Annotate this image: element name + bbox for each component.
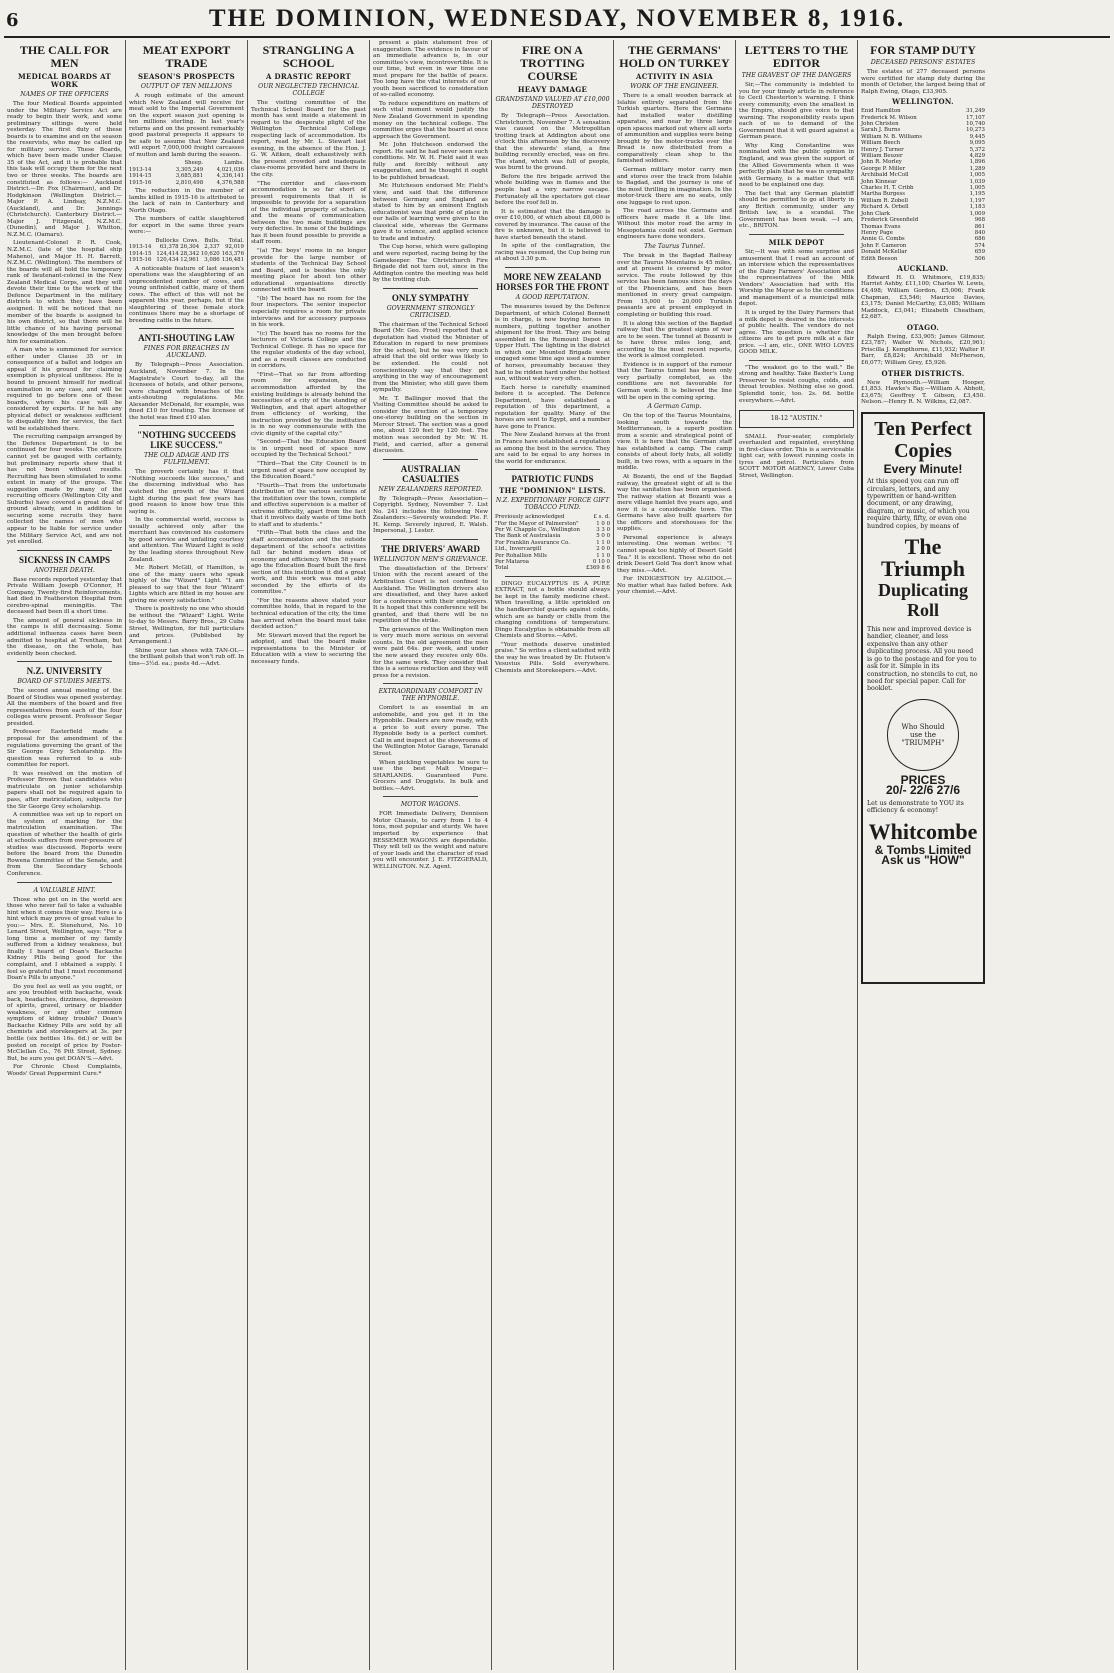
paragraph: The second annual meeting of the Board of Studies was opened yesterday. All the members of the board and five representatives from each of the four colleges were present. Professor Segar presided. (7, 688, 122, 727)
paragraph: FOR Immediate Delivery, Dennison Motor Chassis, to carry from 1 to 4 tons, most popular and sturdy. We have imported by experience that BESSEMER WAGONS are dependable. They will tell us the weight and nature of your loads and the character of road you will encounter. J. E. FITZGERALD, WELLINGTON. N.Z. Agent. (373, 811, 488, 870)
divider (139, 425, 234, 426)
table-cell: 0 10 0 (592, 559, 610, 565)
headline: LETTERS TO THE EDITOR (744, 43, 849, 70)
paragraph: It was resolved on the motion of Professor Brown that candidates who matriculate on junior scholarship papers shall not be required again to pass, after matriculation, subjects for the Sir George Grey scholarship. (7, 770, 122, 810)
headline: THE GERMANS' HOLD ON TURKEY (619, 43, 730, 70)
paragraph: "The weakest go to the wall." Be strong and healthy. Take Baxter's Lung Preserver to resist coughs, colds, and throat troubles. Nothing else so good. Splendid tonic, too. 2s. 6d. bottle everywhere.—Advt. (739, 364, 854, 404)
table-cell: 861 (974, 223, 985, 230)
table-cell: 28,342 (180, 250, 200, 257)
paragraph: The measures issued by the Defence Department, of which Colonel Bennett is in charge, is now buying horses in numbers, putting together another shipment for the front. They are being assembled in the Remount Depot at Upper Hutt. The lighting in the district in which our Mounted Brigade were engaged some time ago used a number of horses, presumably because they had to be ridden hard under the hottest sun, without water very often. (495, 304, 610, 383)
paragraph: "(c) The board has no rooms for the lecturers of Victoria College and the Technical College. It has no space for the regular students of the day school, and as a result classes are conducted in corridors. (251, 330, 366, 370)
table-cell: Cows. (182, 237, 200, 244)
table-cell: 10,620 (200, 250, 220, 257)
paragraph: Why King Constantine was nominated with the public opinion in England, and was given the support of the Allied Governments when it was perfectly plain that he was in sympathy with Germany, is a matter that will need to be explained one day. (739, 142, 854, 189)
table-cell: 574 (974, 242, 985, 249)
table-cell: 1,197 (969, 197, 985, 204)
paragraph: By Telegraph—Press Association—Copyright. Sydney, November 7. List No. 241 includes the following New Zealanders:—Severely wounded: Pte. F. H. Kemp. Severely injured, E. Walsh. Impersonal, J. Lester. (373, 495, 488, 535)
deck: A GOOD REPUTATION. (515, 294, 590, 302)
table-cell: 2,337 (204, 244, 220, 251)
table-row (495, 565, 610, 571)
table-cell: 968 (974, 217, 985, 224)
paragraph: Lieutenant-Colonel P. R. Cook, N.Z.M.C. (late of the hospital ship Maheno), and Major H. H. Barrett, N.Z.M.C. (Wellington). The members of the boards will all hold the temporary rank of lieutenant-colonel in the New Zealand Medical Corps, and they will devote their time to the work of the Defence Department in the military districts to which they have been assigned. It will be noticed that no member of the boards is assigned to his own district, so that there will be little chance of his having personal knowledge of the men brought before him for examination. (7, 240, 122, 345)
table-cell: 686 (974, 236, 985, 243)
table-cell: William R. Zobell (861, 197, 908, 204)
table-cell: 1913-14 (129, 166, 152, 173)
ad-company-2: & Tombs Limited (874, 842, 972, 857)
subheadline: ACTIVITY IN ASIA (636, 72, 713, 81)
table-cell: For Franklin Assurance Co. (495, 539, 570, 546)
table-cell: Lambs. (224, 160, 244, 167)
deck: THE OLD ADAGE AND ITS FULFILMENT. (143, 452, 230, 467)
table-cell: Ltd., Invercargill (495, 546, 542, 553)
paragraph: "First—That so far from affording room for expansion, the accommodation afforded by the existing buildings is already behind the necessities of a city of the standing of Wellington, and that apart altogether from efficiency of working, the instruction provided by the institution is in no way commensurate with the civic dignity of the capital city." (251, 371, 366, 437)
table-cell: 120,434 (156, 257, 179, 264)
table-cell: 2 0 0 (596, 546, 610, 553)
data-table (861, 108, 985, 262)
paragraph: At Bozanti, the end of the Bagdad railway, the greatest sight of all is the way the sanitation has been organised. The railway station at Bozanti was a mere village hamlet five years ago, and now it is a considerable town. The Germans have also built quarters for the officers and storehouses for the supplies. (617, 473, 732, 533)
table-cell: Martha Burgess (861, 191, 906, 198)
subheadline: WELLINGTON. (892, 97, 954, 107)
paragraph: SMALL Four-seater, completely overhauled and repainted, everything in first-class order. This is a serviceable light car, with lowest running costs in tyres and petrol. Particulars from SCOTT MOTOR AGENCY, Lower Cuba Street, Wellington. (739, 433, 854, 479)
paragraph: DINGO EUCALYPTUS IS A PURE EXTRACT, not a bottle should always be kept in the family medicine chest. When travelling, a little sprinkled on the handkerchief guards against colds, which are as handy or chills from the changing conditions of temperature. Dingo Eucalyptus is obtainable from all Chemists and Stores.—Advt. (495, 580, 610, 640)
paragraph: The reduction in the number of lambs killed in 1915-16 is attributed to the lack of rain in Canterbury and North Otago. (129, 188, 244, 214)
paragraph: Mr. T. Ballinger moved that the Visiting Committee should be asked to consider the erection of a temporary one-storey building on the section in Mercer Street. The section was a good one, about 120 feet by 120 feet. The motion was seconded by Mr. W. H. Field, and carried, after a general discussion. (373, 395, 488, 455)
ad-company: Whitcombe (868, 818, 978, 844)
table-cell: Per W. Chapple Co., Wellington (495, 526, 580, 533)
table-cell: 3,685,881 (175, 173, 204, 180)
paragraph: The chairman of the Technical School Board (Mr. Geo. Frost) reported that a deputation had visited the Minister of Education in regard to new premises for the school, but he was very much afraid that the old order was likely to be extended. He could not conscientiously say that they got anything in the way of encouragement from the Minister, who still gave them sympathy. (373, 321, 488, 394)
table-row (495, 514, 610, 520)
table-cell: George P. Miller (861, 165, 906, 172)
divider (505, 267, 600, 268)
table-row (129, 173, 244, 179)
table-cell: Henry J. Turner (861, 146, 904, 153)
divider (749, 234, 844, 235)
table-cell: 5 0 0 (596, 533, 610, 540)
paragraph: There is positively no one who should be without the "Wizard" Light. Write to-day to Messrs. Barry Bros., 29 Cuba Street, Wellington, for full particulars and prices. (Published by Arrangement.) (129, 606, 244, 646)
ad-prices: 20/- 22/6 27/6 (885, 783, 961, 798)
headline: FOR STAMP DUTY (870, 43, 976, 57)
table-cell: 26,304 (180, 244, 200, 251)
paragraph: The grievance of the Wellington men is very much more serious on several counts. In the old agreement the men were paid 64s. per week, and under the new award they receive only 60s. for the same work. They consider that this is a serious reduction and they will press for a revision. (373, 626, 488, 679)
table-cell: 17,107 (966, 114, 985, 121)
column-5 (492, 40, 614, 1670)
deck: GRANDSTAND VALUED AT £10,000 DESTROYED (495, 96, 610, 110)
ad-cta: Let us demonstrate to YOU its efficiency & economy! (867, 799, 964, 815)
table-cell: Bulls. (204, 237, 220, 244)
ad-headline: Ten Perfect Copies (874, 417, 972, 462)
deck: FINES FOR BREACHES IN AUCKLAND. (143, 345, 230, 360)
paragraph: Those who get on in the world are those who never fail to take a valuable hint when it comes their way. Here is a hint which may prove of great value to you:— Mrs. E. Stenehurst, No. 10 Lenard Street, Wellington, says: "For a long time a member of my family suffered from a kidney weakness, but finally I heard of Doan's Backache Kidney Pills being good for the complaint, and I obtained a supply. I feel so grateful that I must recommend Doan's Pills to anyone." (7, 896, 122, 982)
table-cell: 1,039 (969, 178, 985, 185)
paragraph: The dissatisfaction of the Drivers' Union with the recent award of the Arbitration Court is not confined to Auckland. The Wellington drivers also are dissatisfied, and they have asked for a conference with their employers. It is hoped that this conference will be granted, and that there will be no repetition of the strike. (373, 565, 488, 625)
table-cell: 1914-15 (129, 173, 152, 180)
table-cell: 1,005 (969, 172, 985, 179)
table-cell: 1913-14 (129, 244, 152, 251)
table-cell: 4,829 (969, 153, 985, 160)
table-cell: Charles H. T. Cribb (861, 185, 914, 192)
paragraph: Mr. Hutcheson endorsed Mr. Field's view, and said that the difference between Germany and England as stated to him by an eminent English educationist was that pride of place in our halls of learning were given to the classical side, whereas the Germans gave it to science, and applied science to trade and industry. (373, 183, 488, 242)
table-cell: 1,009 (969, 210, 985, 217)
section-headline: ANTI-SHOUTING LAW (138, 333, 235, 344)
deck: GOVERNMENT STRONGLY CRITICISED. (386, 304, 475, 319)
divider (383, 459, 478, 460)
paragraph: A noticeable feature of last season's operations was the slaughtering of an unprecedented number of cows, and young unfinished cattle, many of them cows. The effect of this will not be apparent this year, perhaps, but if the slaughtering of these female stock continues there may be a shortage of breeding cattle in the future. (129, 265, 244, 324)
paragraph: The Cup horse, which were galloping and were reported, racing being by the Gamekeeper. The Christchurch Fire Brigade did not turn out, since in the Addington centre the meeting was held by the trotting club. (373, 244, 488, 284)
table-cell: Donald McKellar (861, 249, 907, 256)
divider (749, 360, 844, 361)
table-cell: 1,183 (969, 204, 985, 211)
paragraph: Professor Easterfield made a proposal for the amendment of the regulations governing the grant of the Sir George Grey Scholarship. His question was referred to a sub-committee for report. (7, 729, 122, 769)
table-cell: 163,376 (221, 250, 244, 257)
table-cell: 4,376,588 (216, 179, 244, 186)
paragraph: A committee was set up to report on the system of marking for the matriculation examination. The question of whether the health of girls at schools suffers from over-pressure of studies was discussed. Reports were before the board from the Dunedin Rowena Committee of the Senate, and from the Secondary Schools Conference. (7, 812, 122, 877)
table-cell: 1915-16 (129, 257, 152, 264)
paragraph: Each horse is carefully examined before it is accepted. The Defence Department, have established a reputation of this department, a reputation for quality. Many of the horses are sent to Egypt, and a number have gone to France. (495, 384, 610, 430)
badge-line: Who Should (901, 722, 945, 731)
paragraph: In spite of the conflagration, the racing was resumed, the Cup being run at about 3.30 p.m. (495, 243, 610, 263)
paragraph: Ralph Ewing, £33,905; James Gilmour, £23,787; Walter W. Nichols, £20,961; Priscilla J. Kempthorne, £11,932; Walter P. Barr, £8,824; Archibald McPherson, £6,077; William Grey, £5,926. (861, 333, 985, 366)
table-cell: John Kinnear (861, 178, 897, 185)
headline: STRANGLING A SCHOOL (262, 43, 355, 70)
ad-ask: Ask us "HOW" (881, 853, 965, 868)
paragraph: It is urged by the Dairy Farmers that a milk depot is desired in the interests of public health. The vendors do not agree. The question is whether the citizens are to get pure milk at a fair price. —I am, etc., ONE WHO LOVES GOOD MILK. (739, 309, 854, 356)
paragraph: The New Zealand horses at the front in France have established a reputation as among the best in the service. They are said to be equal to any horses in the world for endurance. (495, 432, 610, 465)
paragraph: Evidence is in support of the rumour that the Taurus tunnel has been only very partially completed, as the conditions are not favourable for German work. It is believed the line will be open in the coming spring. (617, 361, 732, 401)
column-6 (614, 40, 736, 1670)
paragraph: present a plain statement free of exaggeration. The evidence in favour of an immediate advance is, in our committee's view, incontrovertible. It is our time, but even in war time one must prepare for the battle of peace. Too long have the vital interests of our youth been sacrificed to consideration of so-called economy. (373, 40, 488, 99)
paragraph: By Telegraph—Press Association. Auckland, November 7. In the Magistrate's Court to-day, all the licensees of hotels, and other persons, were charged with breaches of the anti-shouting regulations. Mr. Alexander McDonald, for example, was fined £10 for treating. The licensee of the hotel was fined £10 also. (129, 362, 244, 421)
column-3 (248, 40, 370, 1670)
masthead-rule (4, 36, 1110, 38)
paragraph: "(a) The boys' rooms in no longer provide for the large number of students of the Technical Day School and Board, and is besides the only meeting place for about ten other educational organisations directly connected with the board. (251, 248, 366, 294)
subheadline: MEDICAL BOARDS AT WORK (17, 72, 112, 89)
table-cell: John F. Cameron (861, 242, 907, 249)
column-2 (126, 40, 248, 1670)
paragraph: When pickling vegetables be sure to use the best Malt Vinegar—SHARLANDS. Guaranteed Pure. Grocers and Druggists. In bulk and bottles.—Advt. (373, 759, 488, 792)
paragraph: The road across the Germans and officers have made it a life line. Without this motor road the army in Mesopotamia could not exist. German engineers have done wonders. (617, 208, 732, 241)
ad-body-text-2: This new and improved device is handier, cleaner, and less expensive than any other duplicating process. All you need is go to the postage and for you to ask for it. Simple in its construction, no stencils to cut, no need for special paper. Call for booklet. (867, 626, 978, 693)
badge-line: "TRIUMPH" (901, 738, 945, 747)
table-row (129, 244, 244, 250)
table-cell: £ s. d. (593, 514, 610, 521)
deck: A German Camp. (647, 403, 702, 411)
table-cell: "For the Mayor of Palmerston" (495, 520, 579, 527)
section-headline: MORE NEW ZEALAND HORSES FOR THE FRONT (496, 272, 609, 293)
subheadline: MILK DEPOT (768, 238, 825, 248)
table-cell: 12,961 (180, 257, 200, 264)
paragraph: Mr. Stewart moved that the report be adopted, and that the board make representations to the Minister of Education with a view to securing the necessary funds. (251, 632, 366, 665)
ad-brand-sub: Duplicating Roll (877, 580, 969, 621)
deck: OUTPUT OF TEN MILLIONS (140, 83, 233, 90)
deck: WELLINGTON MEN'S GRIEVANCE. (373, 555, 488, 563)
divider (17, 882, 112, 883)
table-cell: Total (495, 565, 509, 572)
column-4 (370, 40, 492, 1670)
table-cell: 2,810,498 (175, 179, 204, 186)
paragraph: A rough estimate of the amount which New Zealand will receive for meat sold to the Imperial Government on the export season just opening is ten millions sterling. In last year's returns and on the present remarkably good pastoral prospects it appears to be safe to assume that New Zealand will export 7,000,000 freight carcasses of mutton and lamb during the season. (129, 93, 244, 158)
paragraph: The numbers of cattle slaughtered for export in the same three years were:— (129, 216, 244, 236)
deck: EXTRAORDINARY COMFORT IN THE HYPNOBILE. (378, 688, 483, 703)
divider (139, 328, 234, 329)
table-cell: 1 1 0 (596, 539, 610, 546)
table-cell: 10,740 (966, 121, 985, 127)
deck: THE GRAVEST OF THE DANGERS (741, 72, 852, 79)
table-cell: 1,896 (969, 159, 985, 166)
paragraph: There is a small wooden barrack at Islahie entirely separated from the Turkish quarters. Here the Germans had installed water distilling apparatus, and near by three large open spaces marked out where all sorts of ammunition and supplies were being brought by the motor-trucks over the Bread is now distributed from a comparatively clean shop to the famished soldiers. (617, 93, 732, 165)
paragraph: The estates of 277 deceased persons were certified for stamp duty during the month of October, the largest being that of Ralph Ewing, Otago, £33,905. (861, 69, 985, 95)
paragraph: The four Medical Boards appointed under the Military Service Act are ready to begin their work, and some preliminary sittings were held yesterday. The first duty of these boards is to examine and on the season the reservists, who may be called up for military service. These Boards, which have been made under Clause 35 of the Act, and it is probable that this task will occupy them for the next two or three weeks. The boards are constituted as follows:— Auckland District.—Dr. Fox (Chairman), and Dr. Hodgkinson (Wellington District.—Major P. A. Lindsay, N.Z.M.C. (Auckland), and Dr. Jennings (Christchurch). Canterbury District.—Major J. Fitzgerald, N.Z.M.C. (Dunedin), and Major J. Whitton, N.Z.M.C. (Oamaru). (7, 101, 122, 238)
table-cell: William N. B. Williams (861, 133, 923, 140)
column-7 (736, 40, 858, 1670)
triumph-duplicator-ad (861, 412, 985, 984)
paragraph: "For the reasons above stated your committee holds, that in regard to the technical education of the city, the time has arrived when the board must take decided action." (251, 597, 366, 631)
section-headline: AUSTRALIAN CASUALTIES (400, 463, 461, 484)
paragraph: New Plymouth.—William Hooper, £1,853. Hawke's Bay.—William A. Abbott, £3,675; Geoffrey T. Gibson, £3,450. Nelson.—Henry R. N. Wilkins, £2,087. (861, 379, 985, 406)
subheadline: THE "DOMINION" LISTS. (499, 486, 606, 496)
divider (505, 469, 600, 470)
subheadline: OTHER DISTRICTS. (881, 368, 965, 378)
ad-body-text: At this speed you can run off circulars, letters, and any typewritten or hand-written document, or any drawing, diagram, or music, of which you require thirty, fifty, or even one hundred copies, by means of (867, 478, 970, 530)
subheadline: A DRASTIC REPORT (266, 72, 351, 81)
table-row (129, 180, 244, 186)
deck: WORK OF THE ENGINEER. (630, 83, 719, 90)
paragraph: A man who is summoned for service either under Clause 35 or in consequence of a ballot and lodges an appeal if his ground for claiming exemption is physical unfitness. He is bound to present himself for medical examination in any case, and will be required to go before one of these boards, where his case will be considered by experts. If he has any physical defect or weakness sufficient to disqualify him for service, the fact will be established there. (7, 347, 122, 432)
table-cell: John Christen (861, 121, 899, 127)
table-cell: £369 8 6 (585, 565, 610, 572)
paragraph: "Fourth—That from the unfortunate distribution of the various sections of the institution over the town, complete and effective supervision is a matter of extreme difficulty, apart from the fact that it involves daily waste of time both to staff and to students." (251, 482, 366, 528)
table-cell: 63,378 (159, 244, 179, 251)
table-cell: Bullocks (155, 237, 179, 244)
paragraph: The amount of general sickness in the camps is still decreasing. Some additional influenza cases have been admitted to hospital at Trentham, but the disease, on the whole, has evidently been checked. (7, 617, 122, 657)
headline: THE CALL FOR MEN (19, 43, 110, 70)
ad-prices-label: PRICES (900, 772, 946, 787)
paragraph: For INDIGESTION try ALGIDOL.—No matter what has failed before. Ask your chemist.—Advt. (617, 576, 732, 596)
paragraph: Comfort is as essential in an automobile, and you get it in the Hypnobile. Dealers are now ready, with a price to suit every purse. The Hypnobile body is a perfect comfort. Call in and inspect at the showrooms of the Wellington Motor Garage, Taranaki Street. (373, 705, 488, 758)
table-cell: Henry Page (861, 229, 893, 236)
deck: NAMES OF THE OFFICERS (20, 91, 109, 98)
paragraph: Mr. John Hutcheson endorsed the report. He said he had never seen such conditions. Mr. W. H. Field said it was fully and forcibly without any exaggeration, and he thought it ought to be published broadcast. (373, 142, 488, 181)
masthead (0, 4, 1114, 34)
paragraph: Before the fire brigade arrived the whole building was in flames and the people had a very narrow escape. Fortunately all the spectators got clear before the roof fell in. (495, 173, 610, 207)
paragraph: "The corridor and class-room accommodation is so far short of present requirements that it is impossible to provide for a separation of the individual property of scholars, and the means of communication between the two main buildings are very defective. In none of the buildings has it been found possible to provide a staff room. (251, 180, 366, 246)
table-cell: Richard A. Orbell (861, 204, 909, 211)
paragraph: "Your methods deserve unstinted praise." So writes a client satisfied with the way he was treated by Dr. Hutson's Vesuvius Pills. Sold everywhere. Chemists and Storekeepers.—Advt. (495, 641, 610, 674)
table-cell: John Clark (861, 210, 890, 217)
divider (17, 550, 112, 551)
table-cell: Sarah J. Burns (861, 127, 901, 134)
table-cell: 124,414 (156, 250, 179, 257)
section-headline: PATRIOTIC FUNDS (511, 474, 594, 485)
badge-line: use the (910, 730, 936, 739)
headline: MEAT EXPORT TRADE (142, 43, 231, 70)
subheadline: SEASON'S PROSPECTS (137, 72, 236, 81)
table-cell: 3,305,249 (175, 166, 204, 173)
deck: N.Z. EXPEDITIONARY FORCE GIFT TOBACCO FUND. (495, 497, 610, 512)
deck: MOTOR WAGONS. (400, 801, 461, 809)
deck: The Taurus Tunnel. (644, 243, 705, 251)
paragraph: Do you feel as well as you ought, or are you troubled with backache, weak back, headaches, dizziness, depression of spirits, gravel, urinary or bladder weakness, or any other common symptom of kidney trouble? Doan's Backache Kidney Pills are sold by all chemists and storekeepers at 3s. per bottle (six bottles 16s. 6d.) or will be posted on receipt of price by Foster-McClellan Co., 76 Pitt Street, Sydney. But, be sure you get DOAN'S.—Advt. (7, 983, 122, 1062)
table-cell: 659 (974, 249, 985, 256)
table-cell: 4,336,141 (216, 173, 244, 180)
table-cell: The Bank of Australasia (495, 533, 561, 540)
newspaper-title: THE DOMINION, WEDNESDAY, NOVEMBER 8, 1916. (208, 5, 906, 32)
paragraph: The proverb certainly has it that "Nothing succeeds like success," and the discerning individual who has watched the growth of the Wizard Light during the past few years has good reason to know how true this saying is. (129, 469, 244, 515)
table-cell: 92,019 (225, 244, 244, 251)
table-cell: Sheep. (184, 160, 204, 167)
paragraph: Base records reported yesterday that Private William Joseph O'Connor, H Company, Twenty-first Reinforcements, had died in Featherston Hospital from cerebro-spinal meningitis. The deceased had been ill a short time. (7, 576, 122, 616)
data-table (495, 514, 610, 572)
paragraph: "(b) The board has no room for the four inspectors. The senior inspector especially requires a room for private interviews and for accessory purposes in his work. (251, 295, 366, 329)
divider (383, 288, 478, 289)
table-cell: Archibald McColl (861, 172, 909, 179)
table-cell: 3,086 (204, 257, 220, 264)
table-cell: 9,445 (969, 133, 985, 140)
ad-badge (887, 699, 959, 771)
table-cell: Edith Beeson (861, 255, 898, 262)
paragraph: It is along this section of the Bagdad railway that the greatest signs of war are to be seen. The tunnel at Bozanti is to have three miles long, and, according to the most recent reports, the work is almost completed. (617, 320, 732, 360)
column-8 (858, 40, 988, 1670)
table-cell: 1915-16 (129, 179, 152, 186)
table-cell: Per Mataroa (495, 559, 530, 565)
table-cell: 1 1 0 (596, 552, 610, 559)
divider (383, 683, 478, 684)
paragraph: Shine your tan shoes with TAN-OL—the brilliant polish that won't rub off. In tins—3½d. ea.; posts 4d.—Advt. (129, 647, 244, 667)
table-cell: 3 3 0 (596, 526, 610, 533)
deck: OUR NEGLECTED TECHNICAL COLLEGE (258, 83, 359, 97)
paragraph: "Third—That the City Council is in urgent need of space now occupied by the Education Board." (251, 460, 366, 481)
section-headline: N.Z. UNIVERSITY (26, 666, 103, 677)
table-cell: 840 (974, 229, 985, 236)
table-cell: 1,195 (969, 191, 985, 198)
paragraph: On the top of the Taurus Mountains, looking south towards the Mediterranean, is a superb position from a scenic and strategical point of view. It is here that the German staff has established a camp. The camp consists of about forty huts, all solidly built, in two rows, with a square in the middle. (617, 413, 732, 472)
paragraph: "Fifth—That both the class and the staff accommodation and the outside department of the school's activities fall far behind modern ideas of economy and efficiency. When 58 years ago the Education Board built the first section of this institution it did a great work, and this work was most ably seconded by the efforts of its committee." (251, 530, 366, 596)
table-cell: Per Rohallion Mills (495, 552, 547, 559)
table-cell: William Beech (861, 140, 901, 147)
deck: BOARD OF STUDIES MEETS. (17, 678, 112, 686)
divider (17, 661, 112, 662)
paragraph: Sir,—The community is indebted to you for your timely article in reference to Cecil Chesterton's warning. I think every community, even the smallest in the Empire, should give voice to that warning. The responsibility rests upon each of us to demand of the Government that it will guard against a German peace. (739, 82, 854, 141)
section-headline: ONLY SYMPATHY (391, 292, 470, 303)
paragraph: The visiting committee of the Technical School Board for the past month has sent inside a statement in regard to the desperate plight of the Wellington Technical College respecting lack of accommodation. Its report, read by Mr. L. Stewart last evening, in the absence of the Hon. J. G. W. Aitken, dealt exhaustively with the present crowded and inadequate class-rooms provided here and there in the city. (251, 100, 366, 179)
paragraph: Sir,—It was with some surprise and amusement that I read an account of an interview which the representatives of the Dairy Farmers' Association and the representatives of the Milk Vendors' Association had with His Worship the Mayor as to the conditions and management of a municipal milk depot. (739, 249, 854, 308)
page-number: 6 (6, 10, 19, 31)
divider (505, 576, 600, 577)
deck: NEW ZEALANDERS REPORTED. (378, 485, 483, 493)
table-cell: Thomas Evans (861, 223, 901, 230)
table-row (861, 256, 985, 262)
deck: ANOTHER DEATH. (34, 566, 95, 574)
table-cell: Frederick M. Wilson (861, 114, 917, 121)
paragraph: Personal experience is always interesting. One woman writes: "I cannot speak too highly of Desert Gold Tea." It is excellent. Those who do not drink Desert Gold Tea don't know what they miss.—Advt. (617, 534, 732, 574)
table-cell: 31,249 (966, 108, 985, 115)
table-cell: 506 (974, 255, 985, 262)
paragraph: Edward H. O. Whitmore, £19,835; Harriet Ashby, £11,100; Charles W. Lewis, £4,498; William Gordon, £5,006; Frank Chapman, £3,546; Maurice Davies, £3,175; Daniel McCarthy, £3,085; William Maddock, £3,041; Elizabeth Cheatham, £2,687. (861, 274, 985, 321)
divider (383, 796, 478, 797)
paragraph: By Telegraph—Press Association. Christchurch, November 7. A sensation was caused on the Metropolitan trotting track at Addington about one o'clock this afternoon by the discovery that the stewards' stand, a fine building recently erected, was on fire. The stand, which was full of people, was burnt to the ground. (495, 113, 610, 172)
deck: DECEASED PERSONS' ESTATES (870, 59, 976, 66)
table-cell: 1,289 (969, 165, 985, 172)
subheadline: HEAVY DAMAGE (517, 85, 588, 94)
table-cell: Enid Hamilton (861, 108, 901, 115)
table-cell: 136,481 (221, 257, 244, 264)
table-row (129, 257, 244, 263)
deck: A VALUABLE HINT. (33, 886, 96, 894)
paragraph: The break in the Bagdad Railway over the Taurus Mountains is 45 miles, and at present is covered by motor service. The route followed by this service has been famous since the days of the Phoenicians, and has been mentioned in every great campaign. From 15,000 to 20,000 Turkish peasants are at present employed in completing or building this road. (617, 253, 732, 318)
paragraph: It is estimated that the damage is over £10,000, of which about £8,000 is covered by insurance. The cause of the fire is unknown, but it is believed to have started beneath the stand. (495, 208, 610, 241)
paragraph: For Chronic Chest Complaints, Woods' Great Peppermint Cure.* (7, 1064, 122, 1077)
paragraph: In the commercial world, success is usually achieved only after the merchant has convinced his customers by good service and unfailing courtesy and attention. The Wizard Light is sold by the leading stores throughout New Zealand. (129, 517, 244, 563)
section-headline: THE DRIVERS' AWARD (380, 543, 481, 554)
table-cell: 1 0 0 (596, 520, 610, 527)
table-cell: 9,095 (969, 140, 985, 147)
table-cell: John R. Morley (861, 159, 902, 166)
section-headline: SICKNESS IN CAMPS (18, 554, 111, 565)
columns (4, 40, 1110, 1670)
table-cell: 10,273 (966, 127, 985, 134)
table-cell: Previously acknowledged (495, 514, 565, 521)
paragraph: Mr. Robert McGill, of Hamilton, is one of the many users who speak highly of the "Wizard" Light. "I am pleased to say that the four 'Wizard' Lights which are fitted in my house are giving me every satisfaction." (129, 565, 244, 604)
table-cell: 5,372 (969, 146, 985, 153)
table-cell: Annie G. Combs (861, 236, 905, 243)
section-headline: "NOTHING SUCCEEDS LIKE SUCCESS." (137, 430, 236, 451)
table-cell: 1914-15 (129, 250, 152, 257)
table-cell: Total. (228, 237, 244, 244)
table-cell: 1,005 (969, 185, 985, 192)
table-cell: Frederick Greenfield (861, 217, 919, 224)
headline: FIRE ON A TROTTING COURSE (520, 43, 585, 83)
paragraph: German military motor carry men and stores over the track from Islahie to Bagdad, and the journey is one of the most thrilling in imagination. In the motor-truck there are no seats, only one luggage to rest upon. (617, 167, 732, 206)
paragraph: To reduce expenditure on matters of such vital moment would justify the New Zealand Government in spending money on the technical college. The committee urges that the board at once approach the Government. (373, 100, 488, 140)
data-table (129, 160, 244, 186)
data-table (129, 238, 244, 264)
subheadline: AUCKLAND. (897, 263, 949, 273)
ad-subheadline: Every Minute! (883, 461, 963, 476)
table-cell: William Beuzer (861, 153, 903, 160)
paragraph: The fact that any German plaintiff should be permitted to go at liberty in any British community, under any British law, is a scandal. The Government has been weak. —I am, etc., BRITON. (739, 190, 854, 230)
ad-brand: The Triumph (881, 534, 965, 582)
paragraph: "Second—That the Education Board is in urgent need of space now occupied by the Technical School." (251, 439, 366, 459)
divider (383, 539, 478, 540)
table-cell: 4,021,036 (216, 166, 244, 173)
column-1 (4, 40, 126, 1670)
paragraph: The recruiting campaign arranged by the Defence Department is to be continued for four weeks. The officers cannot yet be gauged with certainty, but preliminary reports show that it has not been without results. Recruiting has been stimulated to some extent in many of the groups. The suggestion made by many of the recruiting officers (Wellington City and Suburbs) have covered a great deal of ground already, and in addition to securing some recruits they have collected the names of men who appear to be liable for service under the Military Service Act, and are not yet enrolled. (7, 434, 122, 546)
classified-ad-heading: 18-12 "AUSTIN." (739, 410, 854, 428)
subheadline: OTAGO. (906, 322, 940, 332)
